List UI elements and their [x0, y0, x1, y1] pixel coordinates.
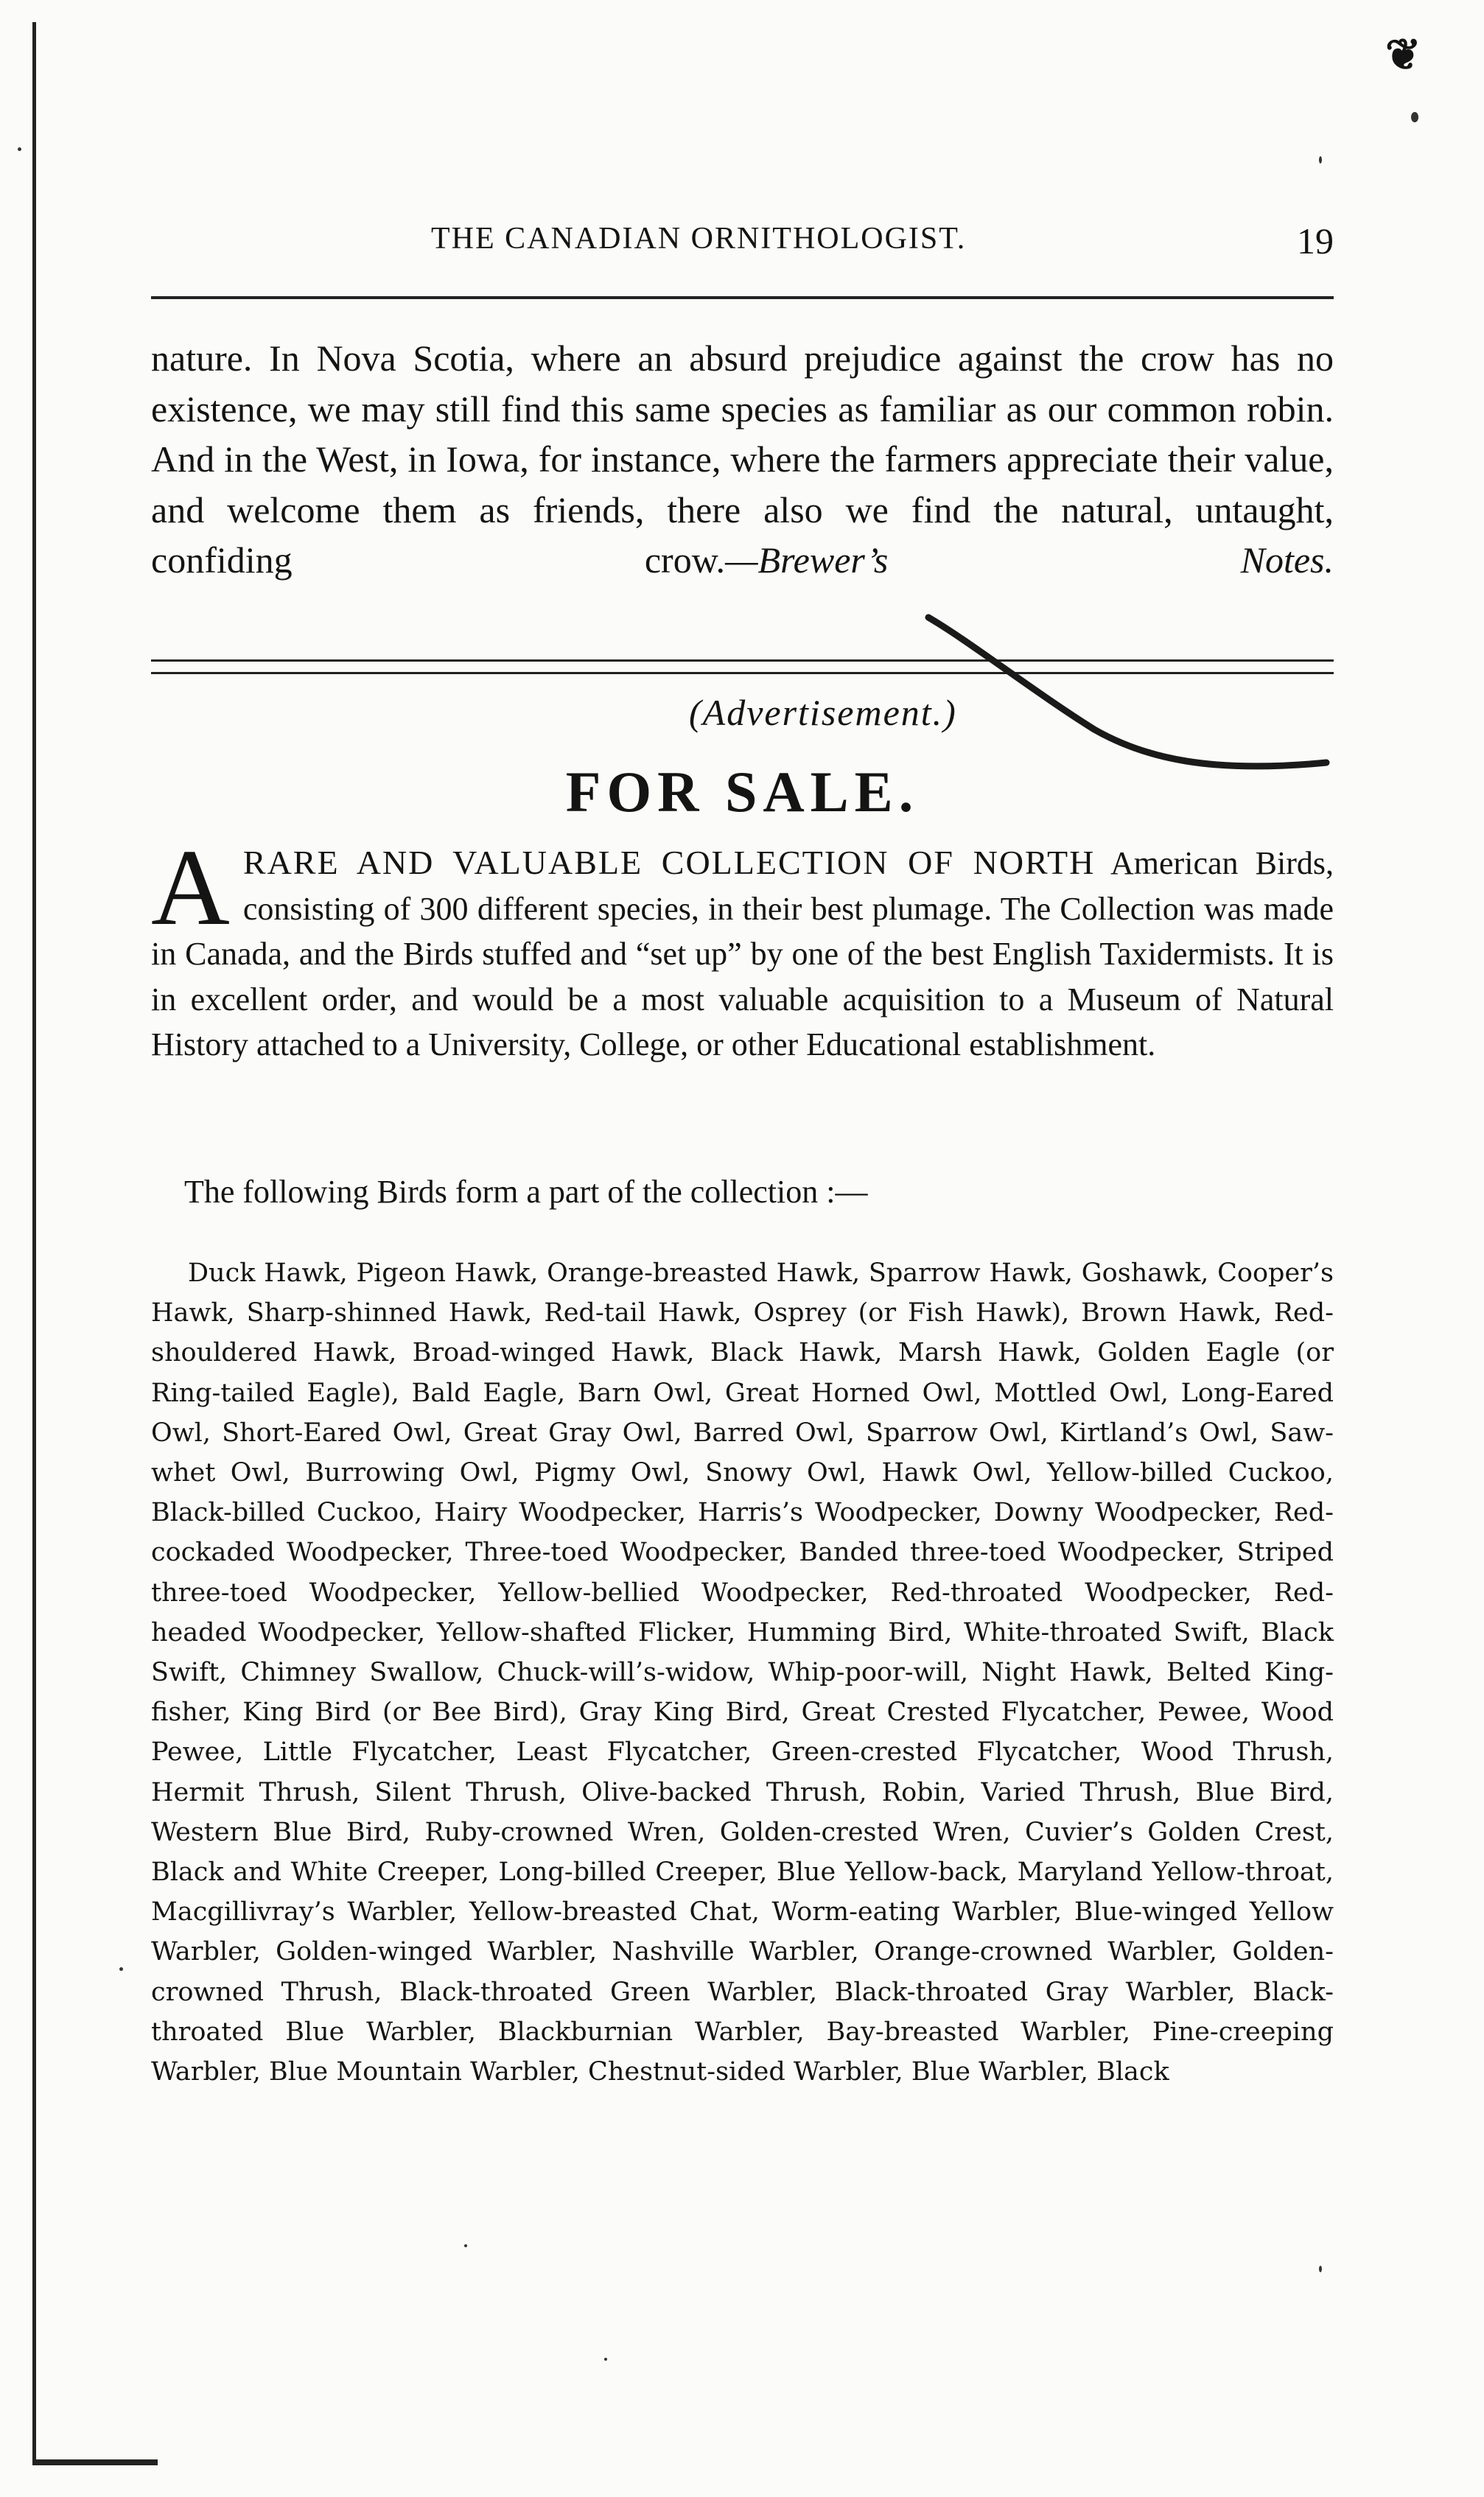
ink-mark: ❦: [1385, 31, 1421, 79]
advertisement-title: FOR SALE.: [565, 760, 920, 824]
speck: [1319, 2266, 1322, 2272]
article-ending: [151, 333, 1334, 586]
list-intro: The following Birds form a part of the collection :—: [184, 1174, 868, 1210]
speck: [464, 2244, 467, 2247]
speck: [18, 147, 21, 151]
advertisement-body: [151, 827, 1334, 1068]
speck: [604, 2358, 607, 2361]
binding-edge-line: [32, 22, 36, 2461]
page-number: 19: [1297, 220, 1334, 262]
speck: [1319, 156, 1322, 164]
page-header: [151, 221, 1334, 265]
header-rule: [151, 296, 1334, 299]
drop-cap: A: [151, 827, 230, 948]
advertisement-body-text: American Birds, consisting of 300 different species, in their best plumage. The Collection was made in Canada, and the Birds stuffed and “set up” by one of the best English Taxidermists. It is in excellent order, and would be a most valuable acquisition to a Museum of Natural History attached to a University, College, or other Educational establishment.: [151, 845, 1334, 1062]
speck: [119, 1967, 123, 1971]
lead-caps: RARE AND VALUABLE COLLECTION OF NORTH: [242, 844, 1096, 881]
bird-list-text: Duck Hawk, Pigeon Hawk, Orange-breasted Hawk, Sparrow Hawk, Goshawk, Cooper’s Hawk, Sharp-shinned Hawk, Red-tail Hawk, Osprey (or Fish Hawk), Brown Hawk, Red-shouldered Hawk, Broad-winged Hawk, Black Hawk, Marsh Hawk, Golden Eagle (or Ring-tailed Eagle), Bald Eagle, Barn Owl, Great Horned Owl, Mottled Owl, Long-Eared Owl, Short-Eared Owl, Great Gray Owl, Barred Owl, Sparrow Owl, Kirtland’s Owl, Saw-whet Owl, Burrowing Owl, Pigmy Owl, Snowy Owl, Hawk Owl, Yellow-billed Cuckoo, Black-billed Cuckoo, Hairy Woodpecker, Harris’s Woodpecker, Downy Woodpecker, Red-cockaded Woodpecker, Three-toed Woodpecker, Banded three-toed Woodpecker, Striped three-toed Woodpecker, Yellow-bellied Woodpecker, Red-throated Woodpecker, Red-headed Woodpecker, Yellow-shafted Flicker, Humming Bird, White-throated Swift, Black Swift, Chimney Swallow, Chuck-will’s-widow, Whip-poor-will, Night Hawk, Belted King-fisher, King Bird (or Bee Bird), Gray King Bird, Great Crested Flycatcher, Pewee, Wood Pewee, Little Flycatcher, Least Flycatcher, Green-crested Flycatcher, Wood Thrush, Hermit Thrush, Silent Thrush, Olive-backed Thrush, Robin, Varied Thrush, Blue Bird, Western Blue Bird, Ruby-crowned Wren, Golden-crested Wren, Cuvier’s Golden Crest, Black and White Creeper, Long-billed Creeper, Blue Yellow-back, Maryland Yellow-throat, Macgillivray’s Warbler, Yellow-breasted Chat, Worm-eating Warbler, Blue-winged Yellow Warbler, Golden-winged Warbler, Nashville Warbler, Orange-crowned Warbler, Golden-crowned Thrush, Black-throated Green Warbler, Black-throated Gray Warbler, Black-throated Blue Warbler, Blackburnian Warbler, Bay-breasted Warbler, Pine-creeping Warbler, Blue Mountain Warbler, Chestnut-sided Warbler, Blue Warbler, Black: [151, 1258, 1334, 2087]
advertisement-label: (Advertisement.): [689, 692, 957, 733]
speck: [1411, 112, 1418, 122]
article-ending-text: nature. In Nova Scotia, where an absurd prejudice against the crow has no existence, we may still find this same species as familiar as our common robin. And in the West, in Iowa, for instance, where the farmers appreciate their value, and welcome them as friends, there also we find the natural, untaught, confiding crow.: [151, 337, 1334, 581]
running-title: THE CANADIAN ORNITHOLOGIST.: [431, 222, 967, 256]
citation: —Brewer’s Notes.: [725, 539, 1334, 581]
bird-list: [151, 1253, 1334, 2092]
binding-edge-foot: [32, 2459, 158, 2465]
